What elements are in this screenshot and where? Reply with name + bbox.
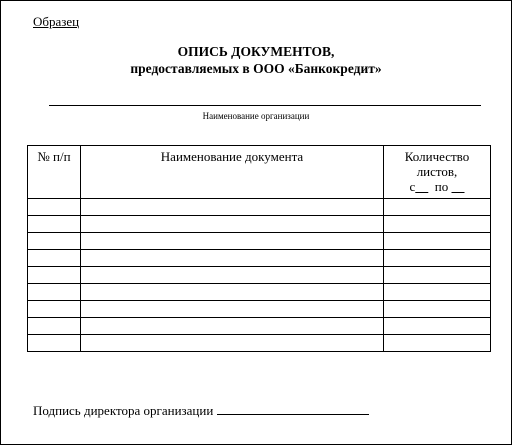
cell-document-name[interactable] — [81, 335, 384, 352]
table-row — [28, 233, 491, 250]
cell-number[interactable] — [28, 199, 81, 216]
cell-document-name[interactable] — [81, 199, 384, 216]
signature-label: Подпись директора организации — [33, 403, 214, 418]
cell-number[interactable] — [28, 216, 81, 233]
cell-document-name[interactable] — [81, 216, 384, 233]
table-row — [28, 267, 491, 284]
cell-number[interactable] — [28, 250, 81, 267]
table-row — [28, 199, 491, 216]
signature-line[interactable] — [217, 401, 369, 415]
header-count-line1: Количество — [404, 149, 470, 164]
table-header-row — [28, 146, 491, 199]
cell-document-name[interactable] — [81, 250, 384, 267]
table-row — [28, 216, 491, 233]
cell-sheet-count[interactable] — [384, 216, 491, 233]
organization-caption: Наименование организации — [202, 111, 310, 121]
table-row — [28, 250, 491, 267]
title-line-2: предоставляемых в ООО «Банкокредит» — [130, 61, 382, 76]
cell-sheet-count[interactable] — [384, 233, 491, 250]
cell-document-name[interactable] — [81, 318, 384, 335]
header-number: № п/п — [28, 146, 81, 199]
cell-document-name[interactable] — [81, 301, 384, 318]
cell-number[interactable] — [28, 267, 81, 284]
count-from-label: с — [409, 179, 416, 194]
table-body — [28, 199, 491, 352]
organization-name-line[interactable] — [49, 105, 481, 106]
cell-sheet-count[interactable] — [384, 284, 491, 301]
cell-number[interactable] — [28, 318, 81, 335]
count-to-label: по — [434, 179, 449, 194]
cell-sheet-count[interactable] — [384, 267, 491, 284]
header-sheet-count — [384, 146, 491, 199]
cell-sheet-count[interactable] — [384, 318, 491, 335]
cell-document-name[interactable] — [81, 267, 384, 284]
cell-sheet-count[interactable] — [384, 199, 491, 216]
table-row — [28, 335, 491, 352]
header-count-line2: листов, — [416, 164, 458, 179]
cell-number[interactable] — [28, 335, 81, 352]
cell-document-name[interactable] — [81, 233, 384, 250]
cell-number[interactable] — [28, 301, 81, 318]
count-to-blank[interactable] — [452, 179, 465, 194]
cell-number[interactable] — [28, 233, 81, 250]
documents-table — [27, 145, 491, 352]
table-row — [28, 318, 491, 335]
cell-document-name[interactable] — [81, 284, 384, 301]
cell-sheet-count[interactable] — [384, 250, 491, 267]
header-count-range — [384, 179, 490, 194]
header-document-name: Наименование документа — [81, 146, 384, 199]
table-row — [28, 301, 491, 318]
sample-label: Образец — [33, 14, 80, 29]
title-line-1: ОПИСЬ ДОКУМЕНТОВ, — [177, 44, 335, 59]
document-title — [1, 43, 511, 77]
count-from-blank[interactable] — [415, 179, 428, 194]
cell-sheet-count[interactable] — [384, 335, 491, 352]
cell-sheet-count[interactable] — [384, 301, 491, 318]
table-row — [28, 284, 491, 301]
cell-number[interactable] — [28, 284, 81, 301]
signature-block — [33, 401, 369, 419]
